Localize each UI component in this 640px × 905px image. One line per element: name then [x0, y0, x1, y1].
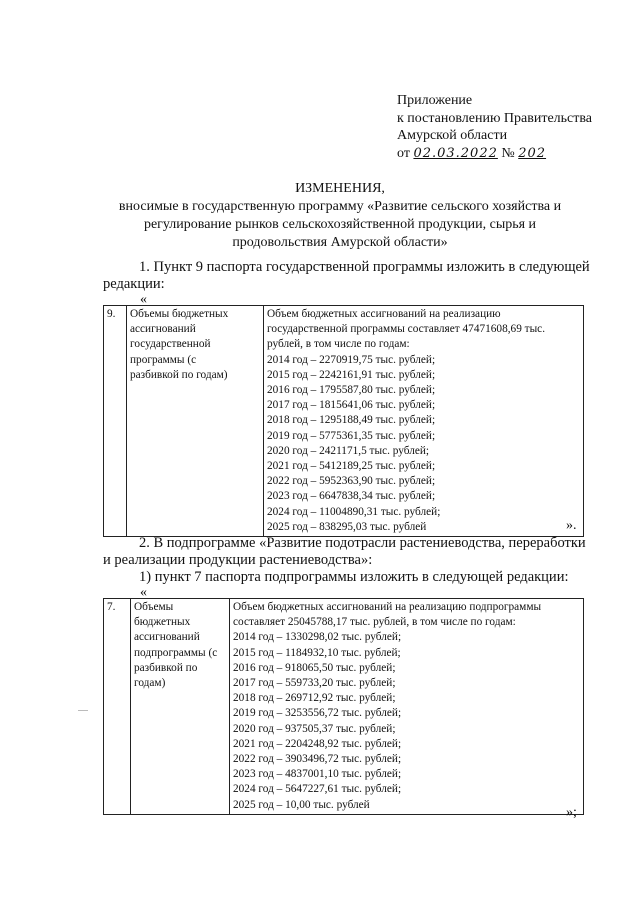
year-line: 2025 год – 10,00 тыс. рублей — [233, 798, 370, 811]
document-title: ИЗМЕНЕНИЯ, — [295, 181, 385, 196]
year-line: 2025 год – 838295,03 тыс. рублей — [267, 520, 427, 533]
section1-open-quote: « — [140, 292, 147, 307]
section2-close-quote: »; — [566, 805, 577, 820]
year-line: 2016 год – 1795587,80 тыс. рублей; — [267, 384, 436, 397]
year-line: 2022 год – 5952363,90 тыс. рублей; — [267, 475, 436, 488]
label-line: годам) — [134, 677, 166, 690]
table-program-funding — [103, 305, 584, 537]
label-line: бюджетных — [134, 616, 191, 629]
year-line: 2020 год – 937505,37 тыс. рублей; — [233, 722, 396, 735]
label-line: разбивкой по — [134, 661, 198, 674]
label-line: ассигнований — [134, 631, 200, 644]
value-cell — [230, 599, 584, 815]
intro-line: Объем бюджетных ассигнований на реализацию подпрограммы — [233, 601, 542, 613]
year-line: 2024 год – 5647227,61 тыс. рублей; — [233, 783, 402, 796]
section2-line-2: и реализации продукции растениеводства»: — [103, 552, 373, 568]
appendix-resolution: к постановлению Правительства — [397, 110, 593, 126]
year-line: 2018 год – 269712,92 тыс. рублей; — [233, 692, 396, 705]
row-number-cell — [104, 599, 131, 815]
section1-close-quote: ». — [566, 518, 577, 533]
label-line: государственной — [130, 338, 211, 351]
intro-line: составляет 25045788,17 тыс. рублей, в том числе по годам: — [233, 616, 516, 629]
appendix-date-line — [397, 145, 592, 163]
title-line-1: вносимые в государственную программу «Развитие сельского хозяйства и — [118, 199, 562, 214]
year-line: 2023 год – 6647838,34 тыс. рублей; — [267, 490, 436, 503]
section2-line-3: 1) пункт 7 паспорта подпрограммы изложить в следующей редакции: — [139, 569, 569, 585]
section2-line-1: 2. В подпрограмме «Развитие подотрасли растениеводства, переработки — [139, 535, 586, 551]
label-line: разбивкой по годам) — [130, 368, 228, 381]
label-line: Объемы бюджетных — [130, 308, 229, 320]
year-line: 2018 год – 1295188,49 тыс. рублей; — [267, 414, 436, 427]
handwritten-number: 202 — [518, 145, 547, 161]
label-cell — [131, 599, 230, 815]
section1-line-1: 1. Пункт 9 паспорта государственной программы изложить в следующей — [139, 259, 590, 275]
intro-line: Объем бюджетных ассигнований на реализацию — [267, 308, 501, 320]
row-number-cell — [104, 306, 127, 537]
title-line-3: продовольствия Амурской области» — [232, 235, 448, 250]
appendix-block — [397, 92, 592, 162]
scan-mark — [78, 710, 88, 711]
year-line: 2022 год – 3903496,72 тыс. рублей; — [233, 753, 402, 766]
appendix-region: Амурской области — [397, 128, 508, 143]
handwritten-date: 02.03.2022 — [413, 145, 498, 161]
label-line: ассигнований — [130, 323, 196, 336]
appendix-title: Приложение — [397, 93, 473, 108]
intro-line: государственной программы составляет 47471608,69 тыс. — [267, 323, 546, 336]
section1-line-2: редакции: — [103, 276, 165, 292]
section2-open-quote: « — [140, 585, 147, 600]
table-row — [104, 306, 584, 537]
year-line: 2019 год – 3253556,72 тыс. рублей; — [233, 707, 402, 720]
label-line: подпрограммы (с — [134, 646, 218, 659]
year-line: 2014 год – 2270919,75 тыс. рублей; — [267, 353, 436, 366]
appendix-from: от — [397, 145, 410, 161]
label-line: программы (с — [130, 353, 197, 366]
year-line: 2023 год – 4837001,10 тыс. рублей; — [233, 768, 402, 781]
year-line: 2021 год – 2204248,92 тыс. рублей; — [233, 737, 402, 750]
year-line: 2016 год – 918065,50 тыс. рублей; — [233, 661, 396, 674]
table-row — [104, 599, 584, 815]
year-line: 2024 год – 11004890,31 тыс. рублей; — [267, 505, 441, 518]
year-line: 2021 год – 5412189,25 тыс. рублей; — [267, 460, 436, 473]
appendix-number-sign: № — [501, 145, 515, 161]
row-number: 7. — [107, 601, 116, 613]
year-line: 2015 год – 2242161,91 тыс. рублей; — [267, 368, 436, 381]
table-subprogram-funding — [103, 598, 584, 815]
year-line: 2019 год – 5775361,35 тыс. рублей; — [267, 429, 436, 442]
year-line: 2015 год – 1184932,10 тыс. рублей; — [233, 646, 401, 659]
intro-line: рублей, в том числе по годам: — [267, 338, 410, 351]
label-line: Объемы — [134, 601, 174, 613]
year-line: 2017 год – 559733,20 тыс. рублей; — [233, 677, 396, 690]
title-line-2: регулирование рынков сельскохозяйственной продукции, сырья и — [143, 217, 537, 232]
year-line: 2020 год – 2421171,5 тыс. рублей; — [267, 444, 430, 457]
value-cell — [264, 306, 584, 537]
year-line: 2014 год – 1330298,02 тыс. рублей; — [233, 631, 402, 644]
label-cell — [127, 306, 264, 537]
row-number: 9. — [107, 308, 116, 320]
year-line: 2017 год – 1815641,06 тыс. рублей; — [267, 399, 436, 412]
